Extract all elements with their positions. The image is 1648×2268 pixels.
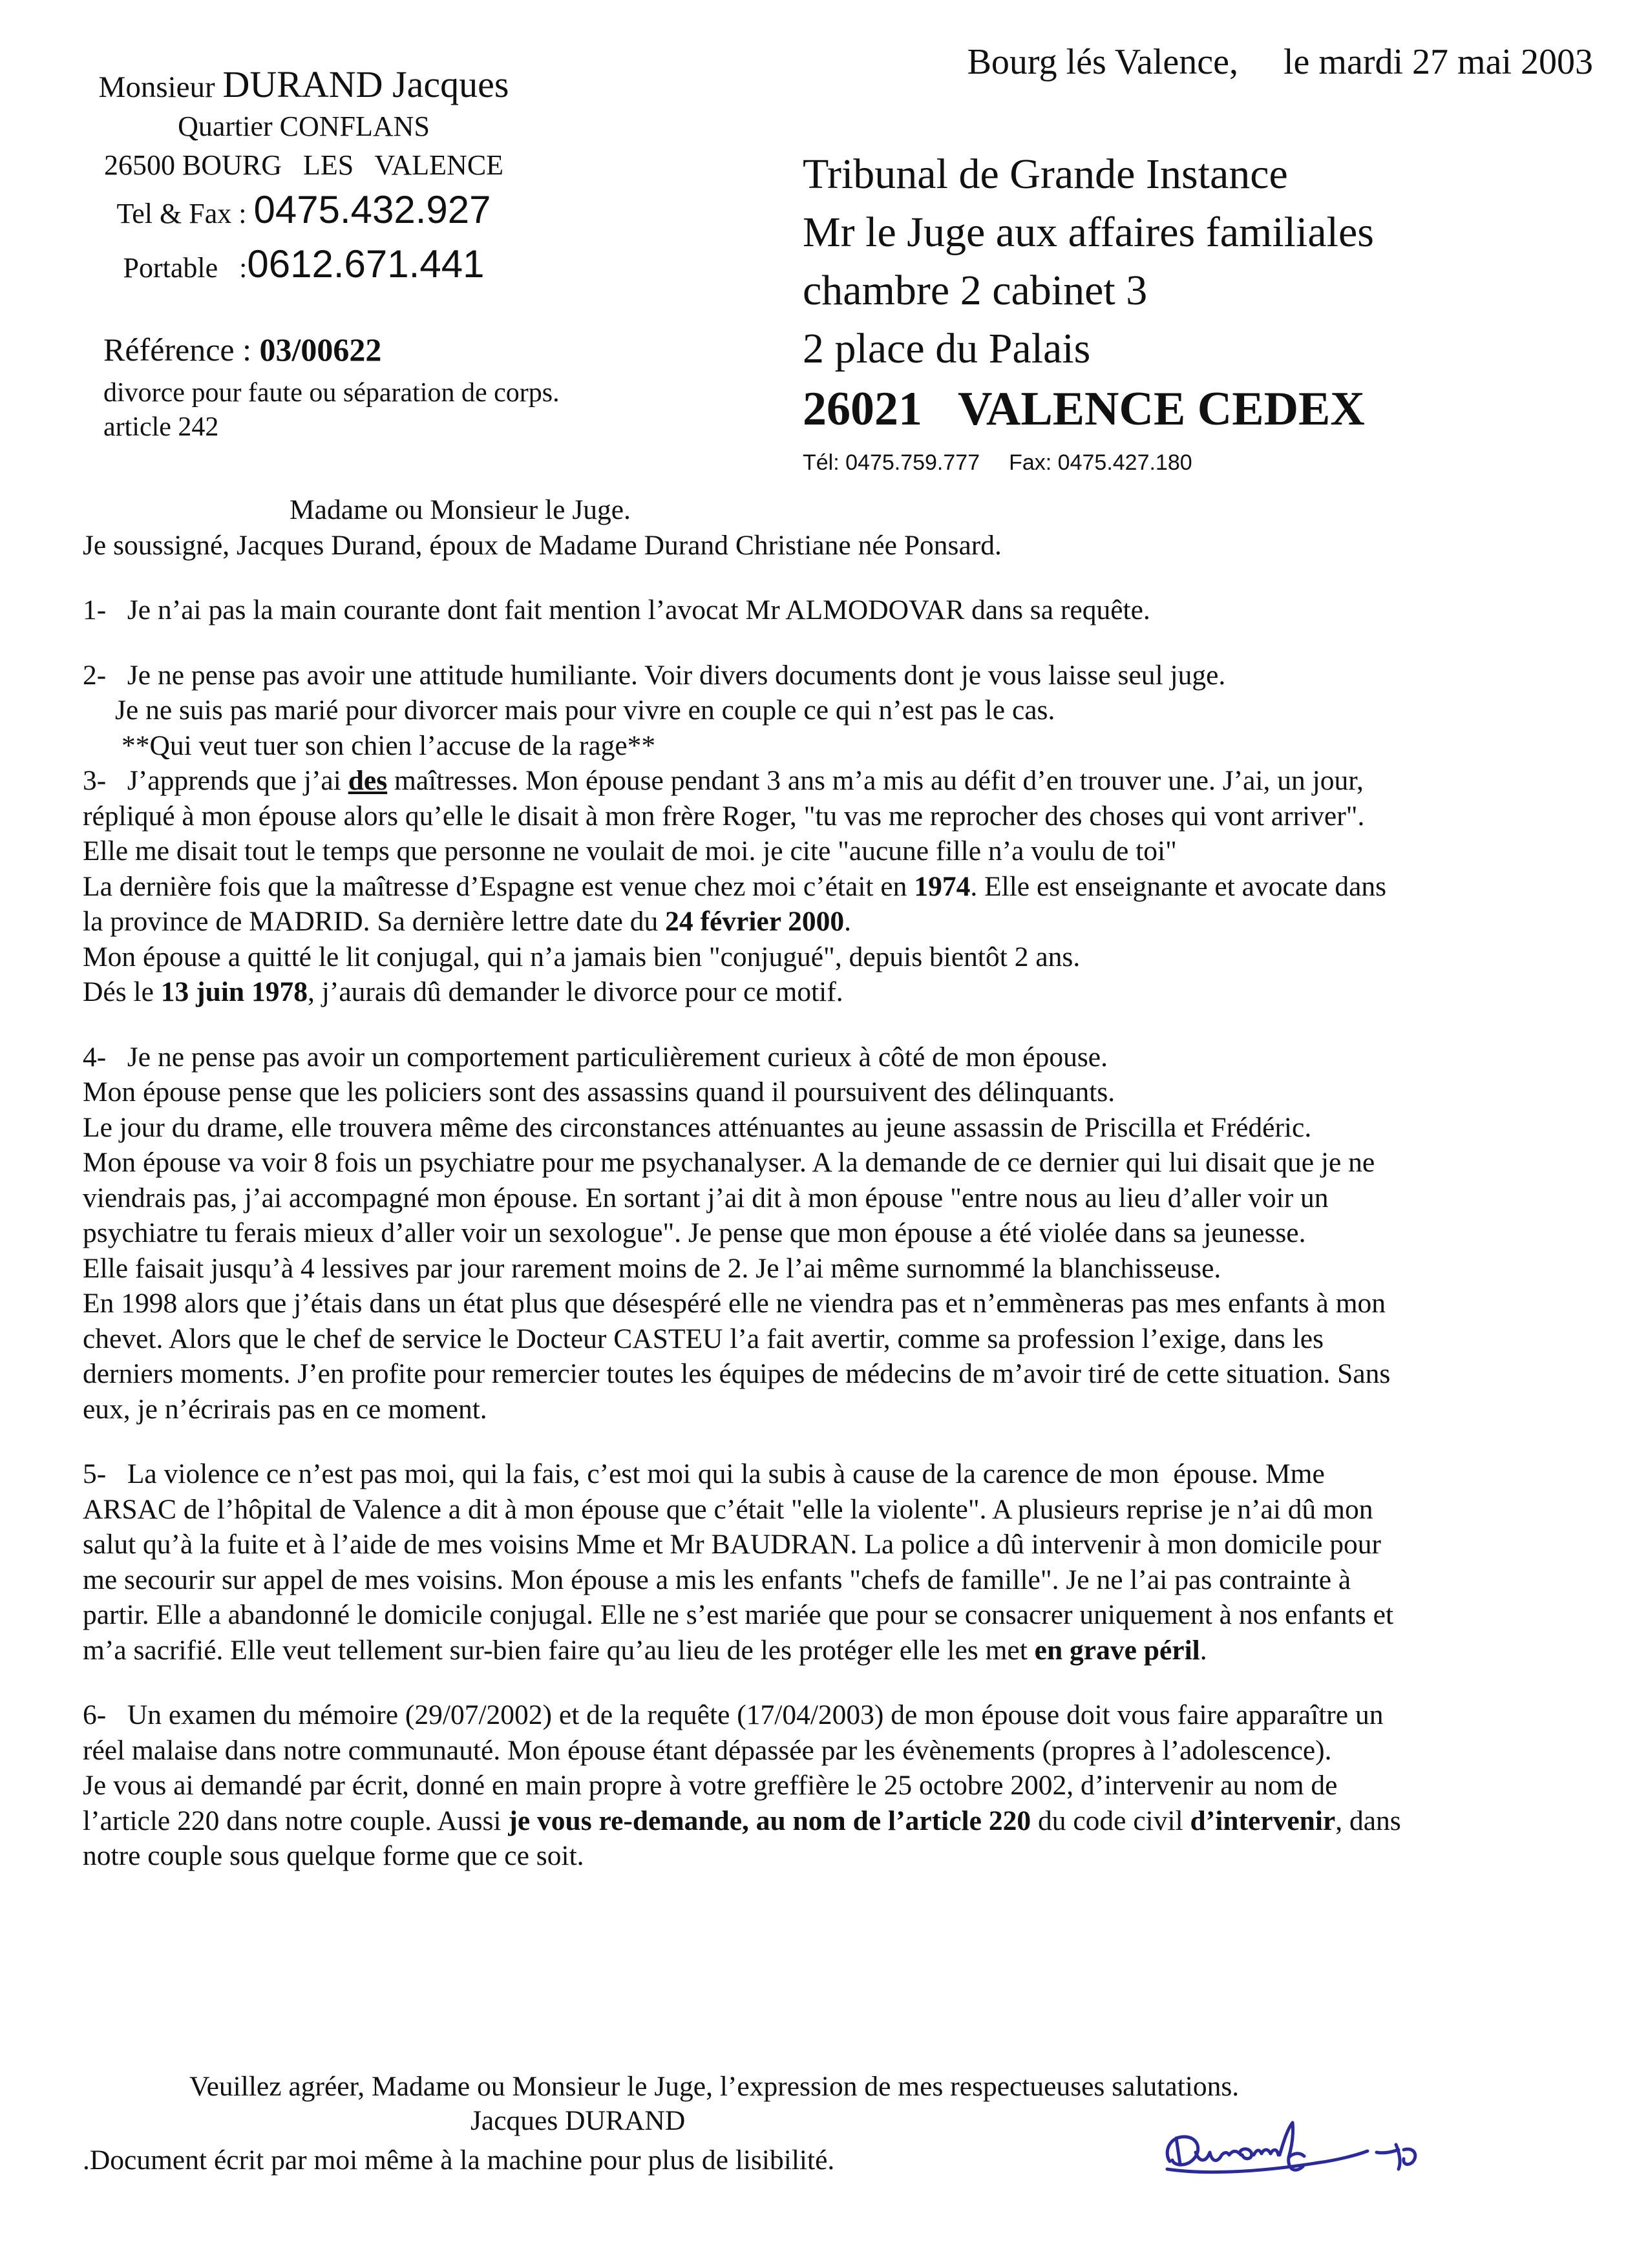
reference-title — [103, 326, 560, 373]
salutation: Madame ou Monsieur le Juge. — [290, 494, 631, 525]
bold-span: 13 juin 1978 — [160, 976, 308, 1007]
bold-span: en grave péril — [1034, 1634, 1200, 1666]
place: Bourg lés Valence, — [967, 42, 1238, 82]
recipient-line2: Mr le Juge aux affaires familiales — [803, 209, 1374, 256]
paragraph-3-line: Mon épouse a quitté le lit conjugal, qui n’a jamais bien "conjugué", depuis bientôt 2 ans. — [83, 941, 1081, 972]
bold-span: 24 février 2000 — [665, 906, 845, 937]
sender-address2: 26500 BOURG LES VALENCE — [103, 149, 504, 181]
recipient-contact — [803, 440, 1374, 485]
paragraph-6-line — [83, 1803, 1608, 1839]
paragraph-4-line: eux, je n’écrirais pas en ce moment. — [83, 1393, 487, 1425]
paragraph-4-line: Le jour du drame, elle trouvera même des circonstances atténuantes au jeune assassin de Priscilla et Frédéric. — [83, 1111, 1312, 1143]
paragraph-5-line: partir. Elle a abandonné le domicile conjugal. Elle ne s’est mariée que pour se consacrer uniquement à nos enfants et — [83, 1599, 1394, 1630]
paragraph-4-line: derniers moments. J’en profite pour remercier toutes les équipes de médecins de m’avoir tiré de cette situation. Sans — [83, 1358, 1391, 1389]
recipient-city-line — [803, 378, 1374, 440]
reference-block — [103, 326, 560, 441]
recipient-city: VALENCE CEDEX — [958, 383, 1365, 436]
recipient-fax: Fax: 0475.427.180 — [1009, 450, 1192, 475]
spacer — [83, 1010, 1608, 1040]
recipient-postcode: 26021 — [803, 383, 922, 436]
recipient-block — [803, 145, 1374, 485]
text-span: maîtresses. Mon épouse pendant 3 ans m’a mis au défit d’en trouver une. J’ai, un jour, — [387, 765, 1364, 796]
closing-note: .Document écrit par moi même à la machine pour plus de lisibilité. — [83, 2145, 835, 2176]
text-span: Dés le — [83, 976, 161, 1007]
spacer — [83, 563, 1608, 593]
text-span: , j’aurais dû demander le divorce pour ce motif. — [308, 976, 843, 1007]
recipient-line3: chambre 2 cabinet 3 — [803, 267, 1148, 314]
underlined-word: des — [348, 765, 388, 796]
paragraph-3-line: Elle me disait tout le temps que personne ne voulait de moi. je cite "aucune fille n’a voulu de toi" — [83, 835, 1177, 866]
reference-number: 03/00622 — [259, 331, 382, 368]
sender-name-line — [97, 65, 511, 107]
sender-mobile-label: Portable : — [123, 252, 248, 284]
text-span: du code civil — [1031, 1805, 1190, 1836]
paragraph-3-line — [83, 974, 1608, 1010]
paragraph-6-line: 6- Un examen du mémoire (29/07/2002) et de la requête (17/04/2003) de mon épouse doit vous faire apparaître un — [83, 1699, 1384, 1730]
sender-block — [97, 65, 511, 293]
text-span: La dernière fois que la maîtresse d’Espagne est venue chez moi c’était en — [83, 870, 914, 902]
paragraph-5-line — [83, 1633, 1608, 1668]
paragraph-4-line: Mon épouse va voir 8 fois un psychiatre pour me psychanalyser. A la demande de ce dernier qui lui disait que je ne — [83, 1147, 1375, 1178]
intro: Je soussigné, Jacques Durand, époux de Madame Durand Christiane née Ponsard. — [83, 529, 1002, 561]
paragraph-1: 1- Je n’ai pas la main courante dont fait mention l’avocat Mr ALMODOVAR dans sa requête. — [83, 594, 1150, 625]
closing-block — [83, 2068, 1239, 2184]
paragraph-4-line: Mon épouse pense que les policiers sont des assassins quand il poursuivent des délinquants. — [83, 1076, 1115, 1108]
text-span: . Elle est enseignante et avocate dans — [970, 870, 1387, 902]
paragraph-5-line: me secourir sur appel de mes voisins. Mon épouse a mis les enfants "chefs de famille". Je ne l’ai pas contrainte à — [83, 1564, 1351, 1595]
bold-span: 1974 — [914, 870, 971, 902]
paragraph-6-line: réel malaise dans notre communauté. Mon épouse étant dépassée par les évènements (propres à l’adolescence). — [83, 1734, 1332, 1766]
text-span: , dans — [1335, 1805, 1401, 1836]
spacer — [83, 1668, 1608, 1697]
paragraph-4-line: viendrais pas, j’ai accompagné mon épouse. En sortant j’ai dit à mon épouse "entre nous au lieu d’aller voir un — [83, 1182, 1329, 1213]
spacer — [83, 1427, 1608, 1456]
paragraph-4-line: chevet. Alors que le chef de service le Docteur CASTEU l’a fait avertir, comme sa profession l’exige, dans les — [83, 1323, 1324, 1354]
paragraph-2-line: 2- Je ne pense pas avoir une attitude humiliante. Voir divers documents dont je vous laisse seul juge. — [83, 659, 1226, 691]
sender-tel: 0475.432.927 — [253, 188, 491, 231]
sender-address1: Quartier CONFLANS — [178, 110, 430, 142]
text-span: . — [1199, 1634, 1207, 1666]
sender-name: DURAND Jacques — [222, 63, 509, 105]
recipient-tel: Tél: 0475.759.777 — [803, 450, 980, 475]
signatory-name: Jacques DURAND — [470, 2105, 686, 2136]
sender-mobile: 0612.671.441 — [247, 242, 485, 286]
paragraph-4-line: 4- Je ne pense pas avoir un comportement particulièrement curieux à côté de mon épouse. — [83, 1041, 1108, 1073]
date-line — [967, 41, 1593, 83]
paragraph-3-line — [83, 869, 1608, 905]
text-span: la province de MADRID. Sa dernière lettre date du — [83, 906, 666, 937]
sender-tel-label: Tel & Fax : — [116, 198, 247, 229]
closing-formula: Veuillez agréer, Madame ou Monsieur le Juge, l’expression de mes respectueuses salutations. — [189, 2071, 1240, 2102]
spacer — [83, 628, 1608, 658]
text-span: m’a sacrifié. Elle veut tellement sur-bien faire qu’au lieu de les protéger elle les met — [83, 1634, 1035, 1666]
recipient-line4: 2 place du Palais — [803, 325, 1091, 372]
sender-civility: Monsieur — [98, 70, 215, 104]
paragraph-3-line: répliqué à mon épouse alors qu’elle le disait à mon frère Roger, "tu vas me reprocher des choses qui vont arriver". — [83, 800, 1365, 832]
paragraph-4-line: En 1998 alors que j’étais dans un état plus que désespéré elle ne viendra pas et n’emmèneras pas mes enfants à mon — [83, 1288, 1386, 1319]
date: le mardi 27 mai 2003 — [1283, 42, 1593, 82]
paragraph-5-line: 5- La violence ce n’est pas moi, qui la fais, c’est moi qui la subis à cause de la carence de mon épouse. Mme — [83, 1458, 1325, 1489]
reference-article: article 242 — [103, 412, 219, 442]
bold-span: je vous re-demande, au nom de l’article 220 — [508, 1805, 1031, 1836]
reference-label: Référence : — [103, 331, 252, 368]
sender-tel-line — [97, 185, 511, 239]
text-span: . — [844, 906, 851, 937]
text-span: 3- J’apprends que j’ai — [83, 765, 348, 796]
recipient-line1: Tribunal de Grande Instance — [803, 151, 1288, 198]
paragraph-6-line: Je vous ai demandé par écrit, donné en main propre à votre greffière le 25 octobre 2002, d’intervenir au nom de — [83, 1770, 1338, 1801]
sender-mobile-line — [97, 239, 511, 293]
bold-span: d’intervenir — [1190, 1805, 1336, 1836]
paragraph-2-line: Je ne suis pas marié pour divorcer mais pour vivre en couple ce qui n’est pas le cas. — [115, 695, 1055, 726]
letter-body — [83, 492, 1608, 1874]
text-span: l’article 220 dans notre couple. Aussi — [83, 1805, 509, 1836]
paragraph-4-line: Elle faisait jusqu’à 4 lessives par jour rarement moins de 2. Je l’ai même surnommé la blanchisseuse. — [83, 1252, 1221, 1284]
paragraph-5-line: salut qu’à la fuite et à l’aide de mes voisins Mme et Mr BAUDRAN. La police a dû intervenir à mon domicile pour — [83, 1529, 1381, 1560]
paragraph-3-line — [83, 763, 1608, 799]
paragraph-6-line: notre couple sous quelque forme que ce soit. — [83, 1840, 584, 1871]
paragraph-2-line: **Qui veut tuer son chien l’accuse de la rage** — [121, 730, 656, 761]
handwritten-signature — [1150, 2090, 1435, 2194]
reference-subject: divorce pour faute ou séparation de corps. — [103, 378, 560, 408]
paragraph-3-line — [83, 904, 1608, 940]
paragraph-5-line: ARSAC de l’hôpital de Valence a dit à mon épouse que c’était "elle la violente". A plusieurs reprise je n’ai dû mon — [83, 1493, 1373, 1525]
paragraph-4-line: psychiatre tu ferais mieux d’aller voir un sexologue". Je pense que mon épouse a été violée dans sa jeunesse. — [83, 1217, 1306, 1248]
